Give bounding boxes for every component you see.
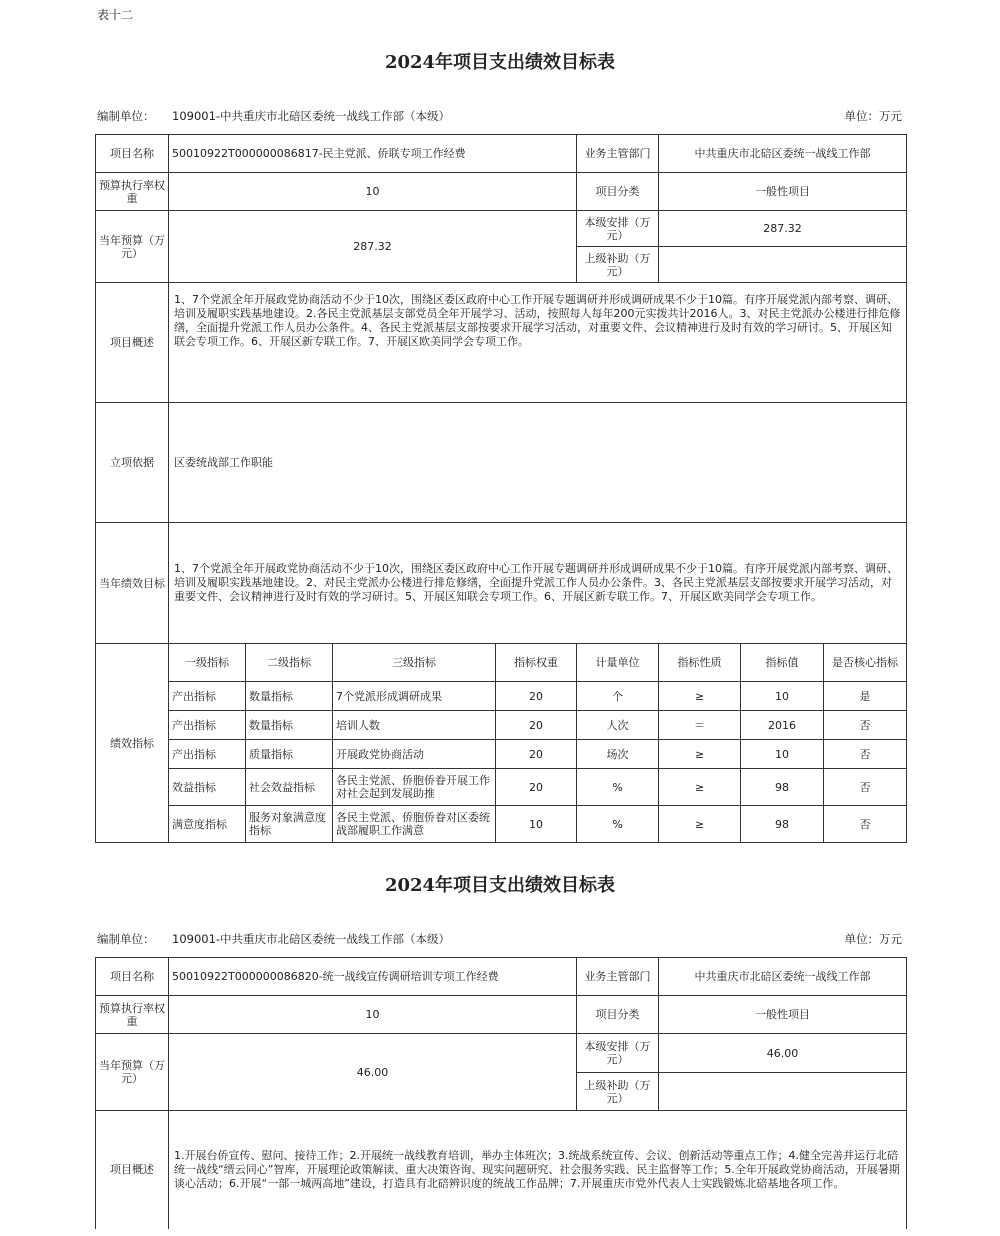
this-level-label: 本级安排（万元） bbox=[577, 211, 659, 247]
dept-value: 中共重庆市北碚区委统一战线工作部 bbox=[659, 135, 907, 173]
indicator-nature: ＝ bbox=[659, 711, 741, 740]
indicator-core: 否 bbox=[824, 740, 907, 769]
indicator-header: 指标权重 bbox=[496, 644, 577, 682]
indicator-unit: 场次 bbox=[577, 740, 659, 769]
project-name-value: 50010922T000000086820-统一战线宣传调研培训专项工作经费 bbox=[169, 958, 577, 996]
indicator-level2: 社会效益指标 bbox=[246, 769, 333, 806]
indicator-level1: 产出指标 bbox=[169, 711, 246, 740]
dept-label: 业务主管部门 bbox=[577, 958, 659, 996]
table-row bbox=[96, 740, 907, 769]
currency-unit: 单位：万元 bbox=[844, 109, 902, 123]
indicator-unit: 人次 bbox=[577, 711, 659, 740]
indicator-nature: ≥ bbox=[659, 740, 741, 769]
table-row bbox=[96, 711, 907, 740]
compiling-unit-label: 编制单位： bbox=[97, 932, 155, 946]
weight-value: 10 bbox=[169, 173, 577, 211]
dept-value: 中共重庆市北碚区委统一战线工作部 bbox=[659, 958, 907, 996]
indicator-level1: 产出指标 bbox=[169, 682, 246, 711]
budget-value: 46.00 bbox=[169, 1034, 577, 1111]
indicator-unit: % bbox=[577, 769, 659, 806]
indicator-level3: 7个党派形成调研成果 bbox=[333, 682, 496, 711]
goal-label: 当年绩效目标 bbox=[96, 523, 169, 644]
table-row bbox=[96, 682, 907, 711]
indicator-level3: 各民主党派、侨胞侨眷开展工作对社会起到发展助推 bbox=[333, 769, 496, 806]
indicator-core: 否 bbox=[824, 711, 907, 740]
basis-text: 区委统战部工作职能 bbox=[169, 403, 907, 523]
this-level-label: 本级安排（万元） bbox=[577, 1034, 659, 1073]
overview-label: 项目概述 bbox=[96, 283, 169, 403]
weight-label: 预算执行率权重 bbox=[96, 173, 169, 211]
indicator-level2: 质量指标 bbox=[246, 740, 333, 769]
indicator-weight: 20 bbox=[496, 769, 577, 806]
this-level-value: 287.32 bbox=[659, 211, 907, 247]
goal-text: 1、7个党派全年开展政党协商活动不少于10次，围绕区委区政府中心工作开展专题调研并形成调研成果不少于10篇。有序开展党派内部考察、调研、培训及履职实践基地建设。2、对民主党派办公楼进行排危修缮，全面提升党派工作人员办公条件。3、各民主党派基层支部按要求开展学习活动，对重要文件、会议精神进行及时有效的学习研讨。5、开展区知联会专项工作。6、开展区新专联工作。7、开展区欧美同学会专项工作。 bbox=[169, 523, 907, 644]
table-row bbox=[96, 806, 907, 843]
weight-value: 10 bbox=[169, 996, 577, 1034]
indicator-nature: ≥ bbox=[659, 682, 741, 711]
project-name-value: 50010922T000000086817-民主党派、侨联专项工作经费 bbox=[169, 135, 577, 173]
upper-level-label: 上级补助（万元） bbox=[577, 247, 659, 283]
indicator-nature: ≥ bbox=[659, 769, 741, 806]
category-value: 一般性项目 bbox=[659, 173, 907, 211]
indicator-value: 10 bbox=[741, 682, 824, 711]
indicator-header: 计量单位 bbox=[577, 644, 659, 682]
indicator-level3: 各民主党派、侨胞侨眷对区委统战部履职工作满意 bbox=[333, 806, 496, 843]
indicator-header: 三级指标 bbox=[333, 644, 496, 682]
indicator-level1: 效益指标 bbox=[169, 769, 246, 806]
indicator-value: 98 bbox=[741, 806, 824, 843]
indicator-weight: 10 bbox=[496, 806, 577, 843]
project-name-label: 项目名称 bbox=[96, 135, 169, 173]
indicator-unit: % bbox=[577, 806, 659, 843]
indicator-unit: 个 bbox=[577, 682, 659, 711]
overview-text: 1、7个党派全年开展政党协商活动不少于10次，围绕区委区政府中心工作开展专题调研并形成调研成果不少于10篇。有序开展党派内部考察、调研、培训及履职实践基地建设。2.各民主党派基层支部党员全年开展学习、活动，按照每人每年200元实拨共计2016人。3、对民主党派办公楼进行排危修缮，全面提升党派工作人员办公条件。4、各民主党派基层支部按要求开展学习活动，对重要文件、会议精神进行及时有效的学习研讨。5、开展区知联会专项工作。6、开展区新专联工作。7、开展区欧美同学会专项工作。 bbox=[169, 283, 907, 403]
budget-value: 287.32 bbox=[169, 211, 577, 283]
performance-table-1 bbox=[95, 134, 907, 843]
compiling-unit-value: 109001-中共重庆市北碚区委统一战线工作部（本级） bbox=[172, 932, 451, 946]
indicator-level2: 服务对象满意度指标 bbox=[246, 806, 333, 843]
indicator-weight: 20 bbox=[496, 682, 577, 711]
indicator-level2: 数量指标 bbox=[246, 682, 333, 711]
indicator-level3: 开展政党协商活动 bbox=[333, 740, 496, 769]
indicator-header: 二级指标 bbox=[246, 644, 333, 682]
project-name-label: 项目名称 bbox=[96, 958, 169, 996]
indicators-label: 绩效指标 bbox=[96, 644, 169, 843]
upper-level-value bbox=[659, 1073, 907, 1111]
indicator-core: 否 bbox=[824, 806, 907, 843]
indicator-level2: 数量指标 bbox=[246, 711, 333, 740]
indicator-value: 2016 bbox=[741, 711, 824, 740]
indicator-level1: 满意度指标 bbox=[169, 806, 246, 843]
indicator-weight: 20 bbox=[496, 711, 577, 740]
indicator-header: 一级指标 bbox=[169, 644, 246, 682]
indicator-weight: 20 bbox=[496, 740, 577, 769]
compiling-unit-value: 109001-中共重庆市北碚区委统一战线工作部（本级） bbox=[172, 109, 451, 123]
page-title: 2024年项目支出绩效目标表 bbox=[384, 52, 616, 73]
category-value: 一般性项目 bbox=[659, 996, 907, 1034]
indicator-header: 是否核心指标 bbox=[824, 644, 907, 682]
category-label: 项目分类 bbox=[577, 996, 659, 1034]
indicator-header: 指标性质 bbox=[659, 644, 741, 682]
indicator-header: 指标值 bbox=[741, 644, 824, 682]
overview-text: 1.开展台侨宣传、慰问、接待工作；2.开展统一战线教育培训，举办主体班次；3.统战系统宣传、会议、创新活动等重点工作；4.健全完善并运行北碚统一战线“缙云同心”智库，开展理论政策解读、重大决策咨询、现实问题研究、社会服务实践、民主监督等工作；5.全年开展政党协商活动，开展暑期谈心活动；6.开展“一部一城两高地”建设，打造具有北碚辨识度的统战工作品牌；7.开展重庆市党外代表人士实践锻炼北碚基地各项工作。 bbox=[169, 1111, 907, 1229]
indicator-core: 是 bbox=[824, 682, 907, 711]
compiling-unit-label: 编制单位： bbox=[97, 109, 155, 123]
budget-label: 当年预算（万元） bbox=[96, 1034, 169, 1111]
page-title-2: 2024年项目支出绩效目标表 bbox=[384, 875, 616, 896]
dept-label: 业务主管部门 bbox=[577, 135, 659, 173]
indicator-value: 10 bbox=[741, 740, 824, 769]
this-level-value: 46.00 bbox=[659, 1034, 907, 1073]
category-label: 项目分类 bbox=[577, 173, 659, 211]
budget-label: 当年预算（万元） bbox=[96, 211, 169, 283]
indicator-nature: ≥ bbox=[659, 806, 741, 843]
indicator-level1: 产出指标 bbox=[169, 740, 246, 769]
indicator-value: 98 bbox=[741, 769, 824, 806]
basis-label: 立项依据 bbox=[96, 403, 169, 523]
indicator-level3: 培训人数 bbox=[333, 711, 496, 740]
performance-table-2 bbox=[95, 957, 907, 1229]
overview-label: 项目概述 bbox=[96, 1111, 169, 1229]
indicator-core: 否 bbox=[824, 769, 907, 806]
currency-unit: 单位：万元 bbox=[844, 932, 902, 946]
upper-level-label: 上级补助（万元） bbox=[577, 1073, 659, 1111]
upper-level-value bbox=[659, 247, 907, 283]
table-number-label: 表十二 bbox=[97, 8, 134, 22]
table-row bbox=[96, 769, 907, 806]
weight-label: 预算执行率权重 bbox=[96, 996, 169, 1034]
